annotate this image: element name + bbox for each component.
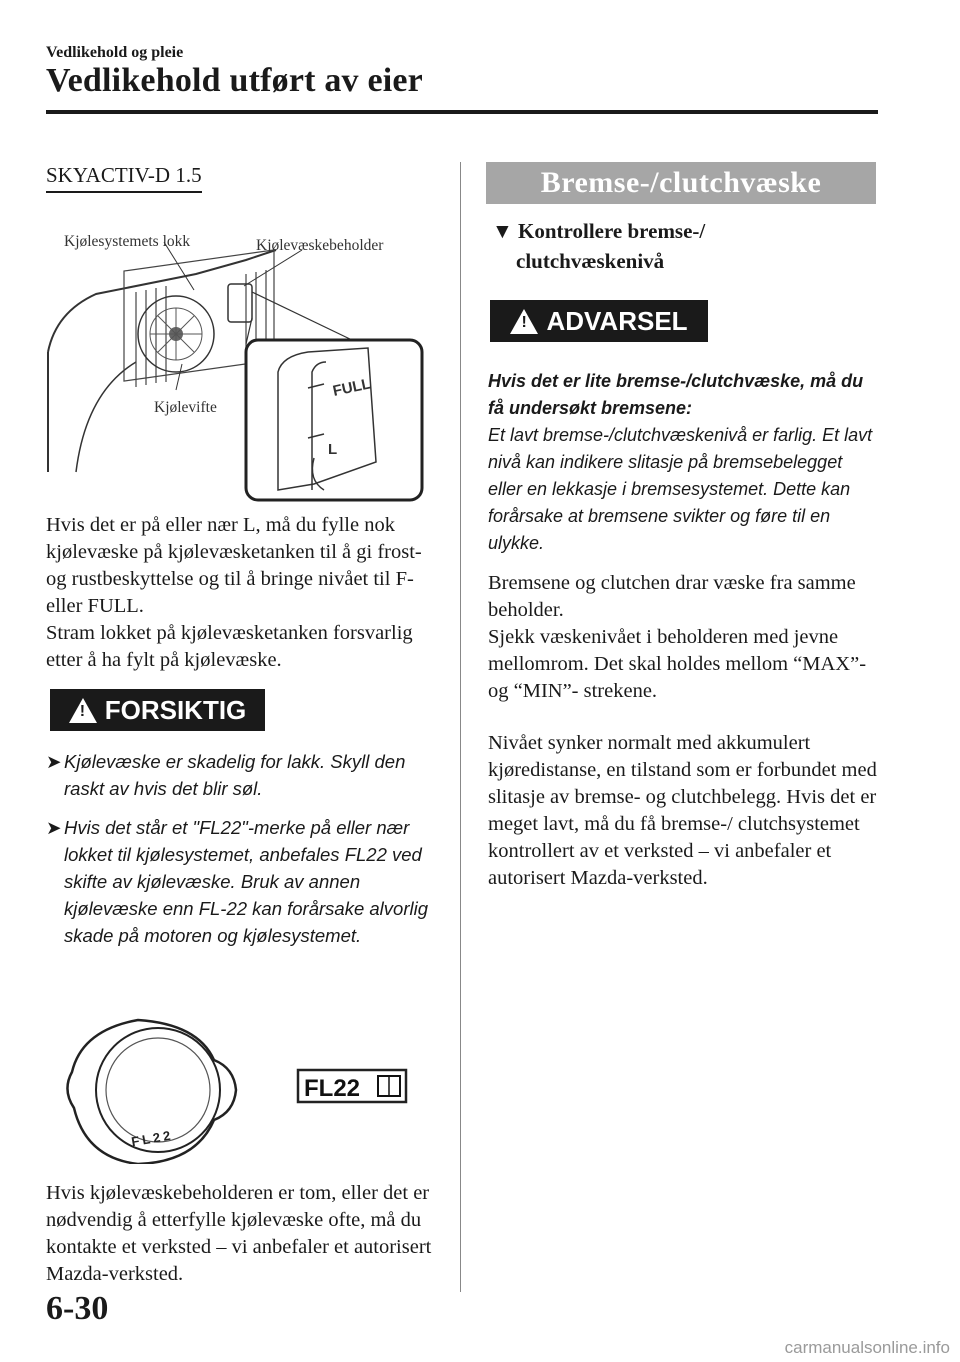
caution-item (46, 814, 438, 949)
warning-badge (490, 300, 708, 342)
coolant-cap-text: Stram lokket på kjølevæsketanken forsvarlig etter å ha fylt på kjølevæske. (46, 622, 413, 671)
caution-triangle-icon: ! (69, 698, 97, 723)
fl22-cap-figure (46, 1012, 428, 1164)
caution-item-text: Kjølevæske er skadelig for lakk. Skyll den raskt av hvis det blir søl. (64, 751, 406, 799)
section-label: Vedlikehold og pleie (46, 44, 184, 61)
label-cooling-fan: Kjølevifte (154, 399, 217, 416)
warning-bold-text: Hvis det er lite bremse-/clutchvæske, må du få undersøkt bremsene: (488, 371, 864, 418)
check-level-heading-line2: clutchvæskenivå (516, 249, 665, 273)
brake-fluid-text (488, 570, 880, 892)
check-level-heading (492, 216, 705, 276)
caution-item (46, 748, 438, 802)
same-reservoir-text: Bremsene og clutchen drar væske fra samme beholder. (488, 572, 856, 621)
brake-clutch-banner: Bremse-/clutchvæske (486, 162, 876, 204)
caution-list (46, 748, 438, 961)
cap-fl22-marking: FL22 (130, 1127, 175, 1150)
check-level-heading-line1: Kontrollere bremse-/ (518, 219, 706, 243)
footer-watermark: carmanualsonline.info (784, 1338, 950, 1357)
warning-block (488, 368, 880, 557)
triangle-bullet-icon: ➤ (46, 817, 62, 838)
tank-low-marking: L (328, 441, 338, 458)
label-coolant-reservoir: Kjølevæskebeholder (256, 237, 384, 254)
tank-full-marking: FULL (331, 375, 373, 400)
fl22-label: FL22 (304, 1075, 361, 1102)
empty-reservoir-text (46, 1180, 446, 1288)
warning-body-text: Et lavt bremse-/clutchvæskenivå er farlig. Et lavt nivå kan indikere slitasje på bremsebelegget eller en lekkasje i bremsesystemet. Dette kan forårsake at bremsene svikter og føre til en ulykke. (488, 425, 873, 553)
header-rule (46, 110, 878, 114)
level-drop-text: Nivået synker normalt med akkumulert kjøredistanse, en tilstand som er forbundet med slitasje av bremse- og clutchbelegg. Hvis det er meget lavt, må du få bremse-/ clutchsystemet kontrollert av et verksted – vi anbefaler et autorisert Mazda-verksted. (488, 732, 877, 889)
warning-triangle-icon: ! (510, 309, 538, 334)
caution-label: FORSIKTIG (104, 694, 247, 725)
page-number: 6-30 (46, 1290, 109, 1327)
check-interval-text: Sjekk væskenivået i beholderen med jevne mellomrom. Det skal holdes mellom “MAX”- og “MIN”- strekene. (488, 626, 867, 702)
caution-item-text: Hvis det står et "FL22"-merke på eller nær lokket til kjølesystemet, anbefales FL22 ved skifte av kjølevæske. Bruk av annen kjølevæske enn FL-22 kan forårsake alvorlig skade på motoren og kjølesystemet. (64, 817, 428, 946)
column-divider (460, 162, 461, 1292)
empty-reservoir-paragraph: Hvis kjølevæskebeholderen er tom, eller det er nødvendig å etterfylle kjølevæske ofte, må du kontakte et verksted – vi anbefaler et autorisert Mazda-verksted. (46, 1182, 432, 1285)
section-title: Vedlikehold utført av eier (46, 62, 423, 99)
coolant-fill-text: Hvis det er på eller nær L, må du fylle nok kjølevæske på kjølevæsketanken til å gi frost- og rustbeskyttelse og til å bringe nivået til F- eller FULL. (46, 514, 422, 617)
triangle-bullet-icon: ➤ (46, 751, 62, 772)
caution-badge (50, 689, 265, 731)
engine-subheading: SKYACTIV-D 1.5 (46, 163, 202, 193)
coolant-instructions (46, 512, 446, 674)
warning-label: ADVARSEL (546, 305, 688, 336)
coolant-reservoir-figure (46, 222, 428, 504)
label-cooling-cap: Kjølesystemets lokk (64, 233, 191, 250)
down-triangle-icon: ▼ (492, 219, 513, 243)
